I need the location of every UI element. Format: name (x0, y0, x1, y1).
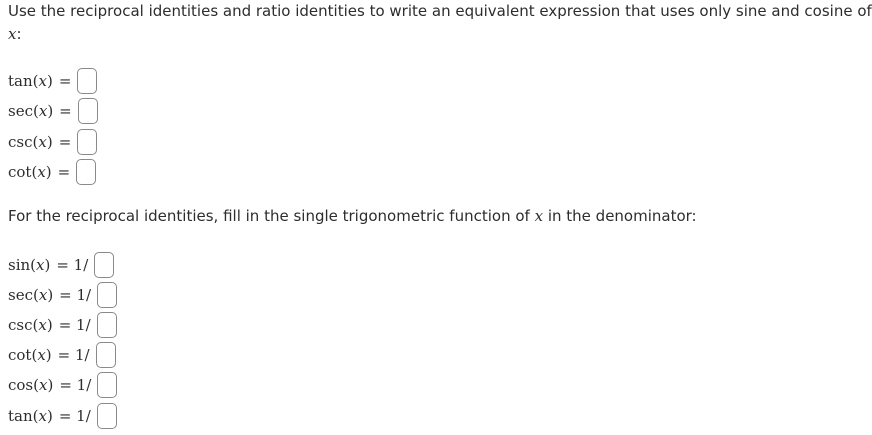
function-name: tan (8, 407, 33, 425)
reciprocal-row-sec: sec ( x ) = 1/ (8, 280, 117, 310)
answer-input-tan[interactable] (77, 68, 97, 94)
function-name: cos (8, 376, 34, 394)
function-name: sin (8, 256, 31, 274)
reciprocal-row-cot: cot ( x ) = 1/ (8, 340, 116, 370)
equals-sign: = (58, 72, 72, 90)
function-var: x (36, 256, 45, 274)
denominator-input-sin[interactable] (94, 252, 114, 278)
denominator-input-sec[interactable] (97, 282, 117, 308)
question1-instruction-colon: : (16, 25, 22, 43)
identity-row-csc: csc ( x ) = (8, 127, 97, 157)
question1-instruction-continued (8, 23, 22, 45)
question2-instruction-suffix: in the denominator: (547, 207, 697, 225)
question1-instruction-var: x (8, 25, 17, 43)
denominator-input-cos[interactable] (97, 372, 117, 398)
equals-sign: = (58, 133, 72, 151)
question2-instruction-var: x (534, 207, 544, 225)
function-var: x (38, 72, 47, 90)
equals-sign: = (59, 102, 72, 120)
denominator-input-csc[interactable] (97, 312, 117, 338)
function-name: sec (8, 286, 33, 304)
function-name: csc (8, 316, 33, 334)
identity-row-sec: sec ( x ) = (8, 96, 98, 126)
identity-row-cot: cot ( x ) = (8, 157, 96, 187)
function-var: x (38, 102, 48, 120)
answer-input-sec[interactable] (78, 98, 98, 124)
equals-one-over: = 1/ (58, 407, 91, 425)
answer-input-csc[interactable] (77, 129, 97, 155)
function-var: x (38, 407, 47, 425)
function-name: csc (8, 133, 33, 151)
function-name: cot (8, 346, 32, 364)
equals-one-over: = 1/ (59, 286, 92, 304)
question2-instruction (8, 205, 697, 227)
equals-one-over: = 1/ (56, 256, 89, 274)
question1-instruction-text: Use the reciprocal identities and ratio identities to write an equivalent expression that uses only sine and cosine of (8, 2, 872, 20)
function-name: cot (8, 163, 32, 181)
answer-input-cot[interactable] (76, 159, 96, 185)
reciprocal-row-cos: cos ( x ) = 1/ (8, 370, 117, 400)
denominator-input-cot[interactable] (96, 342, 116, 368)
function-var: x (37, 163, 46, 181)
reciprocal-row-csc: csc ( x ) = 1/ (8, 310, 117, 340)
function-name: sec (8, 102, 33, 120)
denominator-input-tan[interactable] (97, 403, 117, 429)
equals-one-over: = 1/ (59, 376, 92, 394)
equals-one-over: = 1/ (58, 316, 91, 334)
question2-instruction-prefix: For the reciprocal identities, fill in the single trigonometric function of (8, 207, 530, 225)
function-name: tan (8, 72, 33, 90)
reciprocal-row-sin: sin ( x ) = 1/ (8, 250, 114, 280)
function-var: x (38, 286, 48, 304)
identity-row-tan: tan ( x ) = (8, 66, 97, 96)
function-var: x (39, 376, 48, 394)
function-var: x (38, 316, 47, 334)
reciprocal-row-tan: tan ( x ) = 1/ (8, 401, 117, 431)
equals-one-over: = 1/ (57, 346, 90, 364)
equals-sign: = (57, 163, 71, 181)
question1-instruction (8, 0, 872, 22)
function-var: x (37, 346, 46, 364)
function-var: x (38, 133, 47, 151)
